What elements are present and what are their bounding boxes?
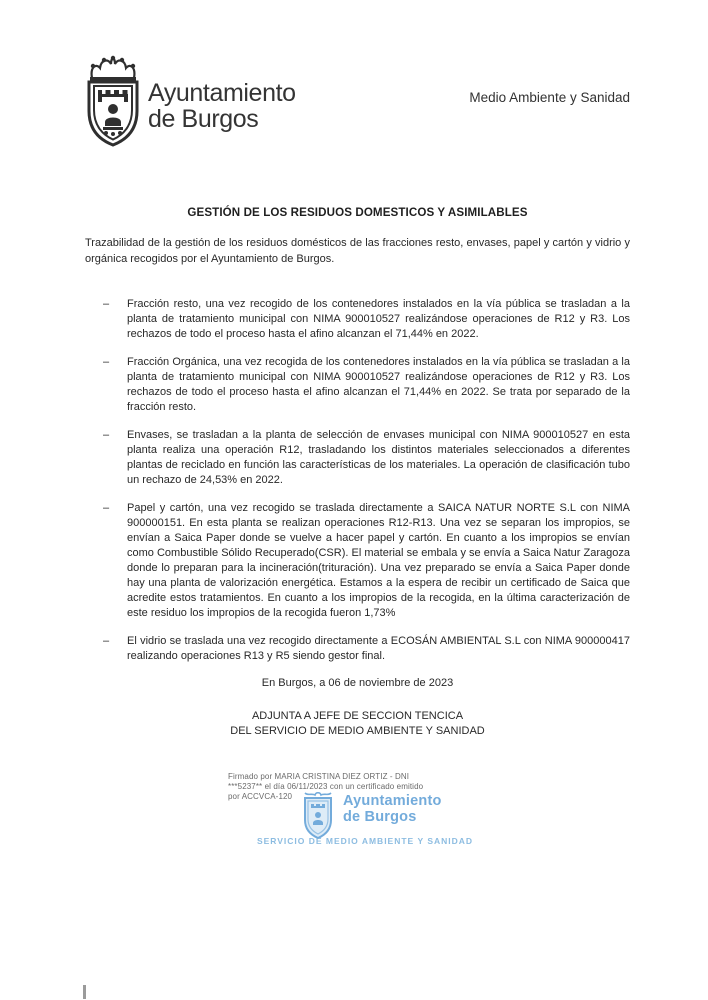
text-cursor-mark xyxy=(83,985,86,999)
stamp-shield-icon xyxy=(303,792,333,840)
bullet-item-resto xyxy=(85,297,630,342)
brand-name xyxy=(148,80,296,132)
date-line: En Burgos, a 06 de noviembre de 2023 xyxy=(261,677,454,689)
signature-line-3: por ACCVCA-120 xyxy=(228,792,293,801)
burgos-coat-of-arms-icon xyxy=(85,54,141,148)
bullet-marker: – xyxy=(103,635,110,647)
signer-role-line-1: ADJUNTA A JEFE DE SECCION TENCICA xyxy=(251,710,464,722)
document-body xyxy=(85,206,630,739)
brand-line-1: Ayuntamiento xyxy=(148,79,296,107)
bullet-text: Fracción Orgánica, una vez recogida de los contenedores instalados en la vía pública se trasladan a la planta de tratamiento municipal con NIMA 900010527 realizándose operaciones de R12 y R3. Los rechazos de todo el proceso hasta el afino alcanzan el 71,44% en 2022. Se trata por separado de la fracción resto. xyxy=(127,356,630,413)
bullet-item-envases xyxy=(85,428,630,488)
bullet-item-organica xyxy=(85,355,630,415)
stamp-brand xyxy=(343,794,442,825)
bullet-marker: – xyxy=(103,298,110,310)
signer-role xyxy=(85,709,630,739)
bullet-marker: – xyxy=(103,502,110,514)
bullet-list xyxy=(85,297,630,664)
stamp-brand-line-2: de Burgos xyxy=(343,808,417,825)
bullet-marker: – xyxy=(103,429,110,441)
bullet-item-papel-carton xyxy=(85,501,630,621)
stamp-brand-line-1: Ayuntamiento xyxy=(343,793,442,809)
department-label: Medio Ambiente y Sanidad xyxy=(469,90,630,105)
brand-line-2: de Burgos xyxy=(148,105,259,133)
bullet-item-vidrio xyxy=(85,634,630,664)
bullet-text: Fracción resto, una vez recogido de los contenedores instalados en la vía pública se trasladan a la planta de tratamiento municipal con NIMA 900010527 realizándose operaciones de R12 y R3. Los rechazos de todo el proceso hasta el afino alcanzan el 71,44% en 2022. xyxy=(127,298,630,340)
bullet-marker: – xyxy=(103,356,110,368)
bullet-text: El vidrio se traslada una vez recogido directamente a ECOSÁN AMBIENTAL S.L con NIMA 900000417 realizando operaciones R13 y R5 siendo gestor final. xyxy=(127,635,630,662)
signer-role-line-2: DEL SERVICIO DE MEDIO AMBIENTE Y SANIDAD xyxy=(230,725,485,737)
stamp-service-label: SERVICIO DE MEDIO AMBIENTE Y SANIDAD xyxy=(256,836,474,846)
bullet-text: Papel y cartón, una vez recogido se traslada directamente a SAICA NATUR NORTE S.L con NIMA 900000151. En esta planta se realizan operaciones R12-R13. Una vez se separan los impropios, se envían a Saica Paper donde se vuelve a hacer papel y cartón. En cuanto a los impropios se envían como Combustible Sólido Recuperado(CSR). El material se embala y se envía a Saica Natur Zaragoza donde lo preparan para la incineración(trituración). Una vez preparado se envía a Saica Paper donde hay una planta de valorización energética. Estamos a la espera de recibir un certificado de Saica que acredite estos tratamientos. En cuanto a los impropios de la recogida, en la última caracterización de este residuo los impropios de la recogida fueron 1,73% xyxy=(127,502,630,619)
document-title: GESTIÓN DE LOS RESIDUOS DOMESTICOS Y ASIMILABLES xyxy=(187,206,528,219)
signature-line-1: Firmado por MARIA CRISTINA DIEZ ORTIZ - DNI xyxy=(228,772,410,781)
bullet-text: Envases, se trasladan a la planta de selección de envases municipal con NIMA 900010527 en esta planta realiza una operación R12, trasladando los distintos materiales seleccionados a diferentes plantas de reciclado en función las características de los materiales. La operación de clasificación tubo un rechazo de 24,53% en 2022. xyxy=(127,429,630,486)
intro-paragraph: Trazabilidad de la gestión de los residuos domésticos de las fracciones resto, envases, papel y cartón y vidrio y orgánica recogidos por el Ayuntamiento de Burgos. xyxy=(85,237,630,265)
signature-line-2: ***5237** el día 06/11/2023 con un certificado emitido xyxy=(228,782,424,791)
